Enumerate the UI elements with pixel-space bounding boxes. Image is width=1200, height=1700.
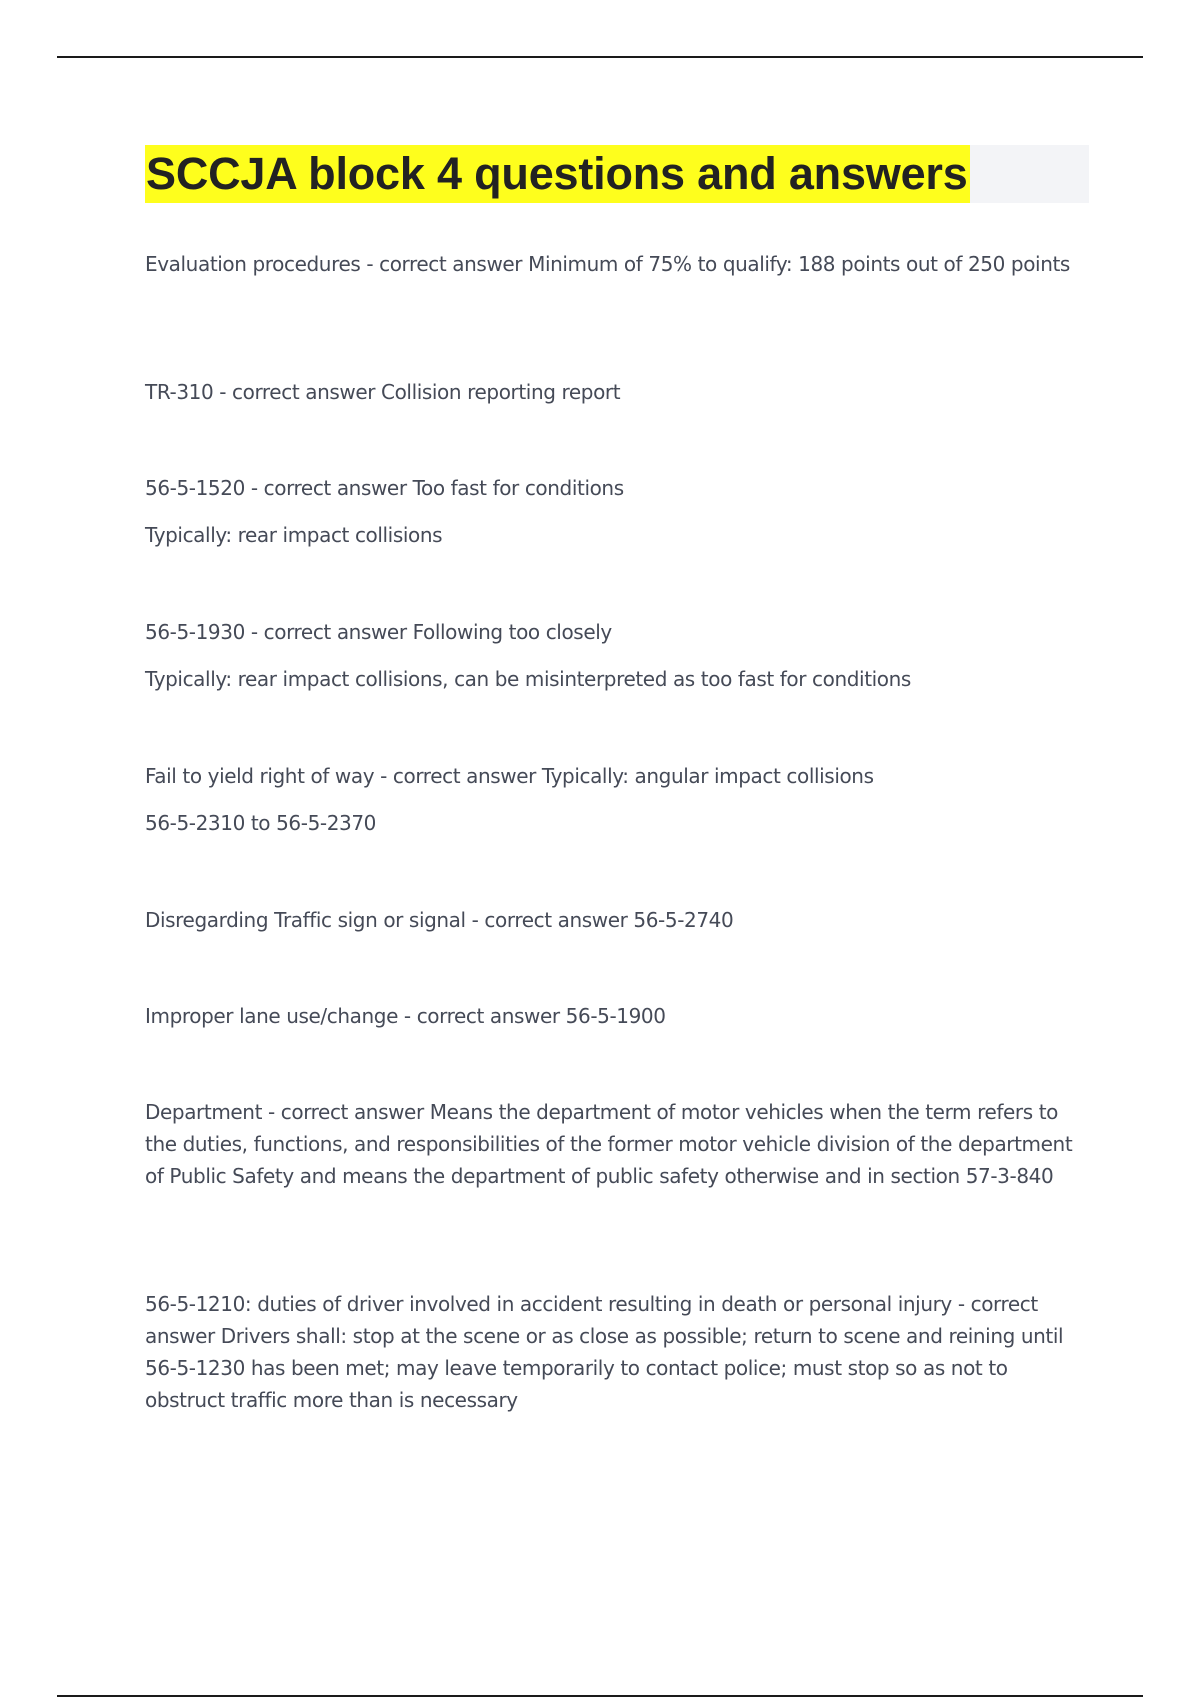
qa-entry	[145, 1000, 1085, 1032]
qa-text: Department - correct answer Means the department of motor vehicles when the term refers to the duties, functions, and responsibilities of the former motor vehicle division of the department of Public Safety and means the department of public safety otherwise and in section 57-3-840	[145, 1100, 1073, 1188]
qa-entry	[145, 760, 1085, 839]
qa-entry	[145, 472, 1085, 551]
qa-text: Evaluation procedures - correct answer Minimum of 75% to qualify: 188 points out of 250 points	[145, 252, 1070, 276]
bottom-rule	[57, 1695, 1143, 1697]
qa-text: Improper lane use/change - correct answer 56-5-1900	[145, 1004, 666, 1028]
qa-text: 56-5-1210: duties of driver involved in accident resulting in death or personal injury - correct answer Drivers shall: stop at the scene or as close as possible; return to scene and reining until 56-5-1230 has been met; may leave temporarily to contact police; must stop so as not to obstruct traffic more than is necessary	[145, 1292, 1064, 1412]
top-rule	[57, 56, 1143, 58]
qa-extra: 56-5-2310 to 56-5-2370	[145, 811, 377, 835]
qa-entry	[145, 904, 1085, 936]
page-title: SCCJA block 4 questions and answers	[145, 145, 970, 203]
qa-extra: Typically: rear impact collisions, can be misinterpreted as too fast for conditions	[145, 667, 911, 691]
qa-text: TR-310 - correct answer Collision reporting report	[145, 380, 621, 404]
qa-text: 56-5-1520 - correct answer Too fast for conditions	[145, 476, 624, 500]
qa-entry	[145, 1288, 1085, 1416]
qa-entry	[145, 616, 1085, 695]
qa-text: Fail to yield right of way - correct answer Typically: angular impact collisions	[145, 764, 874, 788]
qa-extra: Typically: rear impact collisions	[145, 523, 443, 547]
qa-text: 56-5-1930 - correct answer Following too closely	[145, 620, 612, 644]
qa-text: Disregarding Traffic sign or signal - correct answer 56-5-2740	[145, 908, 734, 932]
qa-entry	[145, 376, 1085, 408]
title-banner	[145, 145, 1089, 203]
qa-entry	[145, 1096, 1085, 1192]
qa-entry	[145, 248, 1085, 280]
